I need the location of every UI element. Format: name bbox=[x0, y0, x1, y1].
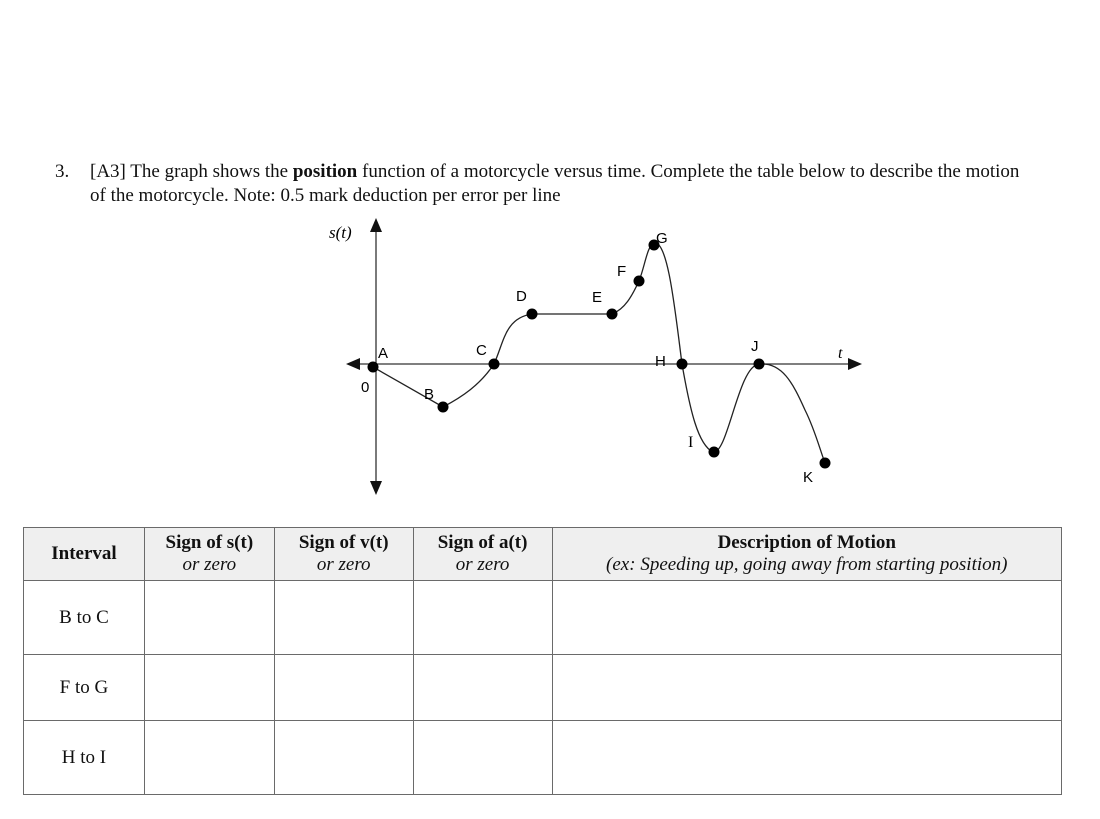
point-label-H: H bbox=[655, 353, 666, 370]
point-label-F: F bbox=[617, 263, 627, 280]
header-sign-a: Sign of a(t) or zero bbox=[413, 528, 552, 581]
point-label-J: J bbox=[751, 338, 759, 355]
sign-v-cell[interactable] bbox=[274, 721, 413, 795]
question-tag: [A3] bbox=[90, 161, 126, 182]
sign-a-cell[interactable] bbox=[413, 581, 552, 655]
table-header-row bbox=[24, 528, 1062, 581]
description-cell[interactable] bbox=[552, 581, 1061, 655]
interval-cell: B to C bbox=[24, 581, 145, 655]
point-K bbox=[820, 458, 831, 469]
sign-v-cell[interactable] bbox=[274, 581, 413, 655]
motion-table bbox=[23, 527, 1062, 795]
description-cell[interactable] bbox=[552, 721, 1061, 795]
question-text-after: function of a motorcycle versus time. Complete the table below to describe the motion of the motorcycle. Note: 0.5 mark deduction per error per line bbox=[90, 161, 1020, 206]
x-axis-arrow-left bbox=[346, 358, 360, 370]
y-axis-arrow-down bbox=[370, 481, 382, 495]
point-C bbox=[489, 359, 500, 370]
point-label-G: G bbox=[656, 230, 668, 247]
point-label-D: D bbox=[516, 288, 527, 305]
sign-s-cell[interactable] bbox=[144, 581, 274, 655]
point-label-K: K bbox=[803, 469, 814, 486]
table-row bbox=[24, 721, 1062, 795]
point-label-B: B bbox=[424, 386, 435, 403]
point-H bbox=[677, 359, 688, 370]
question-text-before: The graph shows the bbox=[125, 161, 293, 182]
point-F bbox=[634, 276, 645, 287]
sign-v-cell[interactable] bbox=[274, 655, 413, 721]
point-B bbox=[438, 402, 449, 413]
x-axis-label: t bbox=[838, 345, 843, 362]
interval-cell: H to I bbox=[24, 721, 145, 795]
header-description: Description of Motion (ex: Speeding up, going away from starting position) bbox=[552, 528, 1061, 581]
origin-label: 0 bbox=[361, 379, 370, 396]
sign-s-cell[interactable] bbox=[144, 721, 274, 795]
sign-a-cell[interactable] bbox=[413, 655, 552, 721]
question-bold-word: position bbox=[292, 161, 358, 182]
point-A bbox=[368, 362, 379, 373]
point-I bbox=[709, 447, 720, 458]
interval-cell: F to G bbox=[24, 655, 145, 721]
y-axis-label: s(t) bbox=[329, 223, 352, 242]
sign-s-cell[interactable] bbox=[144, 655, 274, 721]
point-D bbox=[527, 309, 538, 320]
header-sign-v: Sign of v(t) or zero bbox=[274, 528, 413, 581]
point-label-E: E bbox=[592, 289, 603, 306]
question-number: 3. bbox=[55, 161, 70, 182]
y-axis-arrow-up bbox=[370, 218, 382, 232]
point-label-A: A bbox=[378, 345, 389, 362]
header-interval: Interval bbox=[24, 528, 145, 581]
point-label-C: C bbox=[476, 342, 487, 359]
header-sign-s: Sign of s(t) or zero bbox=[144, 528, 274, 581]
x-axis-arrow-right bbox=[848, 358, 862, 370]
table-row bbox=[24, 655, 1062, 721]
table-row bbox=[24, 581, 1062, 655]
sign-a-cell[interactable] bbox=[413, 721, 552, 795]
description-cell[interactable] bbox=[552, 655, 1061, 721]
point-J bbox=[754, 359, 765, 370]
point-E bbox=[607, 309, 618, 320]
point-label-I: I bbox=[688, 434, 694, 451]
